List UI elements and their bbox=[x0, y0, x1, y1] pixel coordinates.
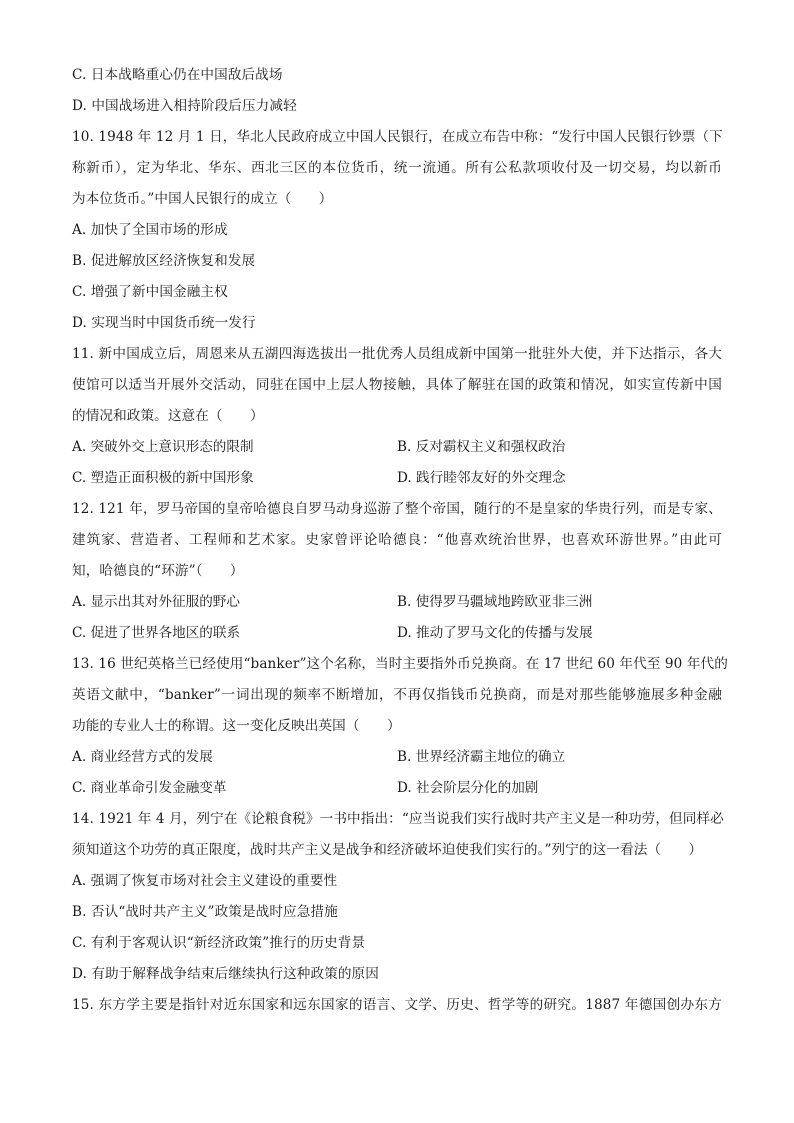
option-c: C. 促进了世界各地区的联系 bbox=[72, 625, 241, 641]
question-stem-line: 11. 新中国成立后，周恩来从五湖四海选拔出一批优秀人员组成新中国第一批驻外大使，并下达指示，各大 bbox=[72, 346, 722, 362]
option-d: D. 中国战场进入相持阶段后压力减轻 bbox=[72, 98, 297, 114]
question-stem-line: 须知道这个功劳的真正限度，战时共产主义是战争和经济破坏迫使我们实行的。”列宁的这一看法（ ） bbox=[72, 842, 703, 858]
question-stem-line: 使馆可以适当开展外交活动，同驻在国中上层人物接触，具体了解驻在国的政策和情况，如实宣传新中国 bbox=[72, 377, 722, 393]
option-b: B. 促进解放区经济恢复和发展 bbox=[72, 253, 256, 269]
question-14 bbox=[72, 804, 722, 990]
question-stem-line: 的情况和政策。这意在（ ） bbox=[72, 408, 264, 424]
question-15 bbox=[72, 990, 722, 1021]
option-d: D. 实现当时中国货币统一发行 bbox=[72, 315, 256, 331]
option-a: A. 显示出其对外征服的野心 bbox=[72, 594, 240, 610]
question-stem-line: 14. 1921 年 4 月，列宁在《论粮食税》一书中指出：“应当说我们实行战时共产主义是一种功劳，但同样必 bbox=[72, 811, 724, 827]
question-stem-line: 为本位货币。”中国人民银行的成立（ ） bbox=[72, 191, 333, 207]
question-13 bbox=[72, 649, 728, 804]
option-a: A. 突破外交上意识形态的限制 bbox=[72, 439, 254, 455]
option-d: D. 践行睦邻友好的外交理念 bbox=[397, 470, 566, 486]
option-d: D. 有助于解释战争结束后继续执行这种政策的原因 bbox=[72, 966, 379, 982]
question-11 bbox=[72, 339, 722, 494]
option-b: B. 世界经济霸主地位的确立 bbox=[397, 749, 566, 765]
question-9-options bbox=[72, 60, 722, 122]
question-stem-line: 10. 1948 年 12 月 1 日，华北人民政府成立中国人民银行，在成立布告中称：“发行中国人民银行钞票（下 bbox=[72, 129, 723, 145]
question-stem-line: 功能的专业人士的称谓。这一变化反映出英国（ ） bbox=[72, 718, 401, 734]
option-b: B. 反对霸权主义和强权政治 bbox=[397, 439, 566, 455]
option-c: C. 商业革命引发金融变革 bbox=[72, 780, 227, 796]
option-row bbox=[72, 432, 722, 463]
option-b: B. 使得罗马疆域地跨欧亚非三洲 bbox=[397, 594, 593, 610]
question-stem-line: 英语文献中，“banker”一词出现的频率不断增加，不再仅指钱币兑换商，而是对那些能够施展多种金融 bbox=[72, 687, 722, 703]
option-row bbox=[72, 773, 722, 804]
option-a: A. 加快了全国市场的形成 bbox=[72, 222, 228, 238]
question-stem-line: 15. 东方学主要是指针对近东国家和远东国家的语言、文学、历史、哲学等的研究。1887 年德国创办东方 bbox=[72, 997, 722, 1013]
question-stem-line: 12. 121 年，罗马帝国的皇帝哈德良自罗马动身巡游了整个帝国，随行的不是皇家的华贵行列，而是专家、 bbox=[72, 501, 722, 517]
question-stem-line: 称新币），定为华北、华东、西北三区的本位货币，统一流通。所有公私款项收付及一切交易，均以新币 bbox=[72, 160, 722, 176]
option-row bbox=[72, 463, 722, 494]
option-row bbox=[72, 587, 722, 618]
option-b: B. 否认“战时共产主义”政策是战时应急措施 bbox=[72, 904, 338, 920]
option-a: A. 商业经营方式的发展 bbox=[72, 749, 213, 765]
option-row bbox=[72, 618, 722, 649]
question-12 bbox=[72, 494, 722, 649]
option-d: D. 社会阶层分化的加剧 bbox=[397, 780, 539, 796]
question-stem-line: 知，哈德良的“环游”（ ） bbox=[72, 563, 244, 579]
question-10 bbox=[72, 122, 722, 339]
option-a: A. 强调了恢复市场对社会主义建设的重要性 bbox=[72, 873, 338, 889]
option-c: C. 塑造正面积极的新中国形象 bbox=[72, 470, 254, 486]
question-stem-line: 13. 16 世纪英格兰已经使用“banker”这个名称，当时主要指外币兑换商。在 17 世纪 60 年代至 90 年代的 bbox=[72, 656, 728, 672]
option-c: C. 增强了新中国金融主权 bbox=[72, 284, 228, 300]
option-row bbox=[72, 742, 722, 773]
question-stem-line: 建筑家、营造者、工程师和艺术家。史家曾评论哈德良：“他喜欢统治世界，也喜欢环游世界。”由此可 bbox=[72, 532, 722, 548]
option-c: C. 有利于客观认识“新经济政策”推行的历史背景 bbox=[72, 935, 366, 951]
option-d: D. 推动了罗马文化的传播与发展 bbox=[397, 625, 593, 641]
exam-page bbox=[72, 60, 728, 1021]
option-c: C. 日本战略重心仍在中国敌后战场 bbox=[72, 67, 283, 83]
